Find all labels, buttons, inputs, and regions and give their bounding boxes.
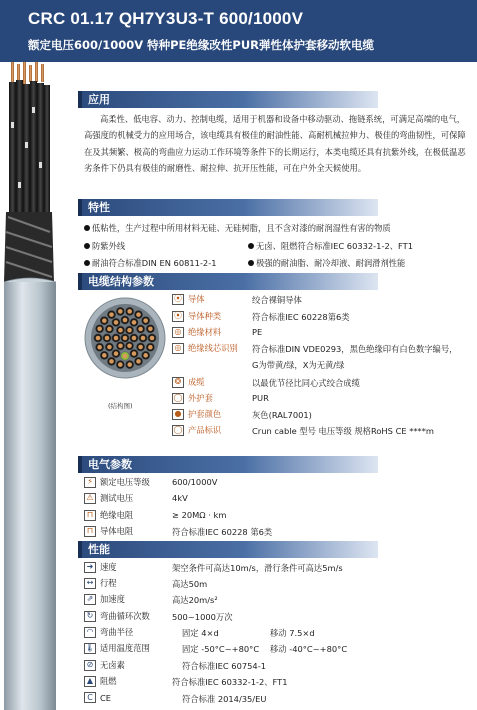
performance-value: 固定 -50°C~+80°C xyxy=(182,644,260,654)
section-electrical-heading: 电气参数 xyxy=(78,456,378,473)
performance-row: ◠ 弯曲半径 xyxy=(84,626,133,638)
cross-section-caption: (结构图) xyxy=(108,402,133,410)
performance-value: 500~1000万次 xyxy=(172,612,233,622)
feature-item: 低粘性，生产过程中所用材料无硅、无硅树脂，且不含对漆的耐润湿性有害的物质 xyxy=(84,222,391,234)
structure-value: PUR xyxy=(252,393,269,403)
performance-row: C CE xyxy=(84,692,111,703)
electrical-row: ⊓ 导体电阻 xyxy=(84,525,133,537)
performance-value: 高达50m xyxy=(172,579,208,589)
structure-row: ⦿ 导体 xyxy=(174,294,205,304)
structure-value: 灰色(RAL7001) xyxy=(252,410,312,420)
acceleration-icon: ⇗ xyxy=(84,594,96,605)
conductor-type-icon: ⦿ xyxy=(174,311,182,320)
conductor-icon: ⦿ xyxy=(174,294,182,303)
structure-row: ◯ 外护套 xyxy=(173,393,213,403)
electrical-row: ⚡ 额定电压等级 xyxy=(84,476,150,488)
feature-item: 极强的耐油脂、耐冷却液、耐润滑剂性能 xyxy=(248,257,405,269)
structure-value: Crun cable 型号 电压等级 规格RoHS CE ****m xyxy=(252,426,434,436)
performance-row: 🌡 适用温度范围 xyxy=(84,643,150,653)
cabling-icon: ❂ xyxy=(172,377,184,388)
core-identification-icon: ◎ xyxy=(172,343,184,354)
performance-row: ➜ 速度 xyxy=(84,561,117,573)
performance-row: ↔ 行程 xyxy=(84,577,117,589)
sheath-color-icon: ● xyxy=(172,409,184,420)
structure-row: ◎ 绝缘线芯识别 xyxy=(172,342,238,354)
conductor-resistance-icon: ⊓ xyxy=(84,526,96,537)
performance-value-mobile: 移动 7.5×d xyxy=(270,628,315,638)
travel-icon: ↔ xyxy=(84,578,96,589)
performance-value: 固定 4×d xyxy=(182,628,219,638)
performance-row: ⇗ 加速度 xyxy=(84,593,125,605)
cable-cross-section-image xyxy=(84,297,166,379)
electrical-row: ⚠ 测试电压 xyxy=(84,492,133,504)
structure-row: ◎ 绝缘材料 xyxy=(172,326,221,338)
test-voltage-icon: ⚠ xyxy=(84,493,96,504)
halogen-free-icon: ⊘ xyxy=(84,660,96,671)
performance-value: 架空条件可高达10m/s，滑行条件可高达5m/s xyxy=(172,563,343,573)
feature-item: 防紫外线 xyxy=(84,240,125,252)
product-marking-icon: ◯ xyxy=(173,425,183,434)
performance-value: 高达20m/s² xyxy=(172,595,218,605)
structure-row: ⦿ 导体种类 xyxy=(174,311,222,321)
application-text: 高柔性、低电容、动力、控制电缆，适用于机器和设备中移动驱动、拖链系统，可满足高端的电气，高强度的机械受力的应用场合，该电缆具有极佳的耐油性能、高耐机械拉伸力、极佳的弯曲韧性，可保障在及其频繁、极高的弯曲应力运动工作环境等条件下的长期运行，本类电缆还具有抗紫外线，在极低温恶劣条件下仍具有极佳的耐磨性、耐拉伸、抗开压性能，可在户外全天候使用。 xyxy=(84,114,466,173)
electrical-value: 符合标准IEC 60228 第6类 xyxy=(172,527,273,537)
insulation-resistance-icon: ⊓ xyxy=(84,510,96,521)
bend-cycles-icon: ↻ xyxy=(84,611,96,622)
structure-row: ❂ 成缆 xyxy=(172,376,205,388)
structure-row: ◯ 产品标识 xyxy=(173,425,222,435)
bend-radius-icon: ◠ xyxy=(84,627,96,638)
structure-value: 绞合裸铜导体 xyxy=(252,295,302,305)
feature-item: 耐油符合标准DIN EN 60811-2-1 xyxy=(84,257,217,269)
section-application-heading: 应用 xyxy=(78,91,378,108)
page-header xyxy=(0,0,477,62)
performance-value-mobile: 移动 -40°C~+80°C xyxy=(270,644,348,654)
performance-row: ⊘ 无卤素 xyxy=(84,659,125,671)
electrical-value: ≥ 20MΩ · km xyxy=(172,510,227,520)
electrical-value: 4kV xyxy=(172,493,188,503)
cable-illustration xyxy=(0,62,70,710)
section-performance-heading: 性能 xyxy=(78,541,378,558)
flame-retardant-icon: ▲ xyxy=(84,676,96,687)
performance-row: ▲ 阻燃 xyxy=(84,675,117,687)
section-structure-heading: 电缆结构参数 xyxy=(78,273,378,290)
outer-sheath-icon: ◯ xyxy=(173,393,183,402)
structure-value: 符合标准IEC 60228第6类 xyxy=(252,312,350,322)
product-subtitle: 额定电压600/1000V 特种PE绝缘改性PUR弹性体护套移动软电缆 xyxy=(28,38,375,52)
product-title: CRC 01.17 QH7Y3U3-T 600/1000V xyxy=(28,9,304,28)
section-features-heading: 特性 xyxy=(78,199,378,216)
performance-row: ↻ 弯曲循环次数 xyxy=(84,610,150,622)
feature-item: 无卤、阻燃符合标准IEC 60332-1-2、FT1 xyxy=(248,240,413,252)
performance-value: 符合标准IEC 60332-1-2、FT1 xyxy=(172,677,288,687)
structure-value: 符合标准DIN VDE0293，黑色绝缘印有白色数字编号， xyxy=(252,344,458,354)
structure-value: PE xyxy=(252,327,263,337)
electrical-value: 600/1000V xyxy=(172,477,218,487)
structure-row: ● 护套颜色 xyxy=(172,408,221,420)
structure-value: 以最优节径比同心式绞合成缆 xyxy=(252,378,360,388)
structure-value-cont: G为带黄/绿，X为无黄/绿 xyxy=(252,360,345,370)
temperature-icon: 🌡 xyxy=(84,643,96,652)
rated-voltage-icon: ⚡ xyxy=(84,477,96,488)
insulation-icon: ◎ xyxy=(172,327,184,338)
electrical-row: ⊓ 绝缘电阻 xyxy=(84,509,133,521)
ce-icon: C xyxy=(84,692,96,703)
performance-value: 符合标准IEC 60754-1 xyxy=(182,661,266,671)
performance-value: 符合标准 2014/35/EU xyxy=(182,694,267,704)
speed-icon: ➜ xyxy=(84,562,96,573)
